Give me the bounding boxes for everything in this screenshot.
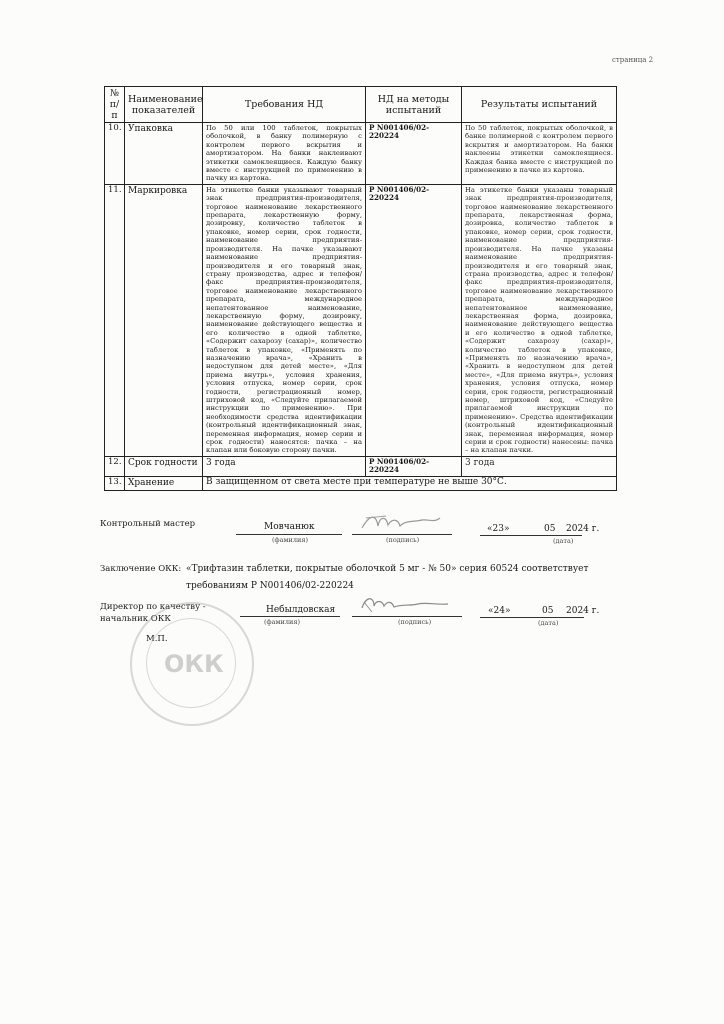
control-date-day: «23» <box>487 524 510 534</box>
row-name: Упаковка <box>125 123 203 185</box>
director-signature-line <box>352 616 462 617</box>
row-test-method: Р N001406/02-220224 <box>366 123 462 185</box>
row-test-method: Р N001406/02-220224 <box>366 456 462 476</box>
row-results: 3 года <box>462 456 617 476</box>
surname-line <box>236 534 342 535</box>
company-stamp <box>130 602 254 726</box>
stamp-text: ОКК <box>164 650 224 678</box>
director-signature <box>356 592 452 618</box>
control-date-month: 05 <box>544 524 556 534</box>
row-test-method: Р N001406/02-220224 <box>366 184 462 456</box>
date-line <box>480 535 582 536</box>
row-name: Хранение <box>125 476 203 490</box>
row-name: Срок годности <box>125 456 203 476</box>
conclusion-label: Заключение ОКК: <box>100 564 182 574</box>
header-name: Наименование показателей <box>125 87 203 123</box>
header-requirements: Требования НД <box>203 87 366 123</box>
header-results: Результаты испытаний <box>462 87 617 123</box>
conclusion-text: «Трифтазин таблетки, покрытые оболочкой 5 мг - № 50» серия 60524 соответствует <box>186 564 589 574</box>
header-test-methods: НД на методы испытаний <box>366 87 462 123</box>
director-date-month: 05 <box>542 606 554 616</box>
control-master-signature <box>356 510 442 536</box>
director-surname-caption: (фамилия) <box>264 618 300 626</box>
table-row <box>105 476 617 490</box>
director-date-line <box>480 617 584 618</box>
row-name: Маркировка <box>125 184 203 456</box>
table-row <box>105 123 617 185</box>
table-row <box>105 456 617 476</box>
control-date-year: 2024 г. <box>566 524 600 534</box>
storage-conditions: В защищенном от света месте при температуре не выше 30°С. <box>203 476 617 490</box>
director-date-day: «24» <box>488 606 511 616</box>
table-row <box>105 184 617 456</box>
row-num: 11. <box>105 184 125 456</box>
header-num: № п/п <box>105 87 125 123</box>
row-num: 12. <box>105 456 125 476</box>
director-signature-caption: (подпись) <box>398 618 432 626</box>
row-requirements: 3 года <box>203 456 366 476</box>
director-date-year: 2024 г. <box>566 606 600 616</box>
date-caption: (дата) <box>553 537 574 545</box>
stamp-place-label: М.П. <box>146 634 168 644</box>
page-number: страница 2 <box>612 56 654 64</box>
table-header-row <box>105 87 617 123</box>
row-requirements: На этикетке банки указывают товарный знак предприятия-производителя, торговое наименование лекарственного препарата, лекарственную форму, дозировку, количество таблеток в упаковке, номер серии, срок годности, наименование предприятия-производителя. На пачке указывают наименование предприятия-производителя и его товарный знак, страну производства, адрес и телефон/факс предприятия-производителя, торговое наименование лекарственного препарата, международное непатентованное наименование, лекарственную форму, дозировку, наименование действующего вещества и его количество в одной таблетке, «Содержит сахарозу (сахар)», количество таблеток в упаковке, «Применять по назначению врача», «Хранить в недоступном для детей месте», «Для приема внутрь», условия хранения, условия отпуска, номер серии, срок годности, регистрационный номер, штриховой код, «Следуйте прилагаемой инструкции по применению». При необходимости средства идентификации (контрольный идентификационный знак, переменная информация, номер серии и срок годности) наносятся: пачка – на клапан или боковую сторону пачки. <box>203 184 366 456</box>
signature-caption: (подпись) <box>386 536 420 544</box>
director-surname-line <box>240 616 340 617</box>
director-date-caption: (дата) <box>538 619 559 627</box>
test-results-table <box>104 86 617 491</box>
director-surname: Небылдовская <box>266 605 336 615</box>
control-master-surname: Мовчанюк <box>264 522 315 532</box>
control-master-label: Контрольный мастер <box>100 519 196 529</box>
row-requirements: По 50 или 100 таблеток, покрытых оболочкой, в банку полимерную с контролем первого вскрытия и амортизатором. На банки наклеивают этикетки самоклеящиеся. Каждую банку вместе с инструкцией по применению в пачку из картона. <box>203 123 366 185</box>
director-label-2: начальник ОКК <box>100 614 171 624</box>
director-label: Директор по качеству - <box>100 602 206 612</box>
row-results: На этикетке банки указаны товарный знак предприятия-производителя, торговое наименование лекарственного препарата, лекарственная форма, дозировка, количество таблеток в упаковке, номер серии, срок годности, наименование предприятия-производителя. На пачке указаны наименование предприятия-производителя и его товарный знак, страна производства, адрес и телефон/факс предприятия-производителя, торговое наименование лекарственного препарата, международное непатентованное наименование, лекарственная форма, дозировка, наименование действующего вещества и его количество в одной таблетке, «Содержит сахарозу (сахар)», количество таблеток в упаковке, «Применять по назначению врача», «Хранить в недоступном для детей месте», «Для приема внутрь», условия хранения, условия отпуска, номер серии, срок годности, регистрационный номер, штриховой код, «Следуйте прилагаемой инструкции по применению». Средства идентификации (контрольный идентификационный знак, переменная информация, номер серии и срок годности) нанесены: пачка – на клапан пачки. <box>462 184 617 456</box>
signature-line <box>352 534 452 535</box>
row-results: По 50 таблеток, покрытых оболочкой, в банке полимерной с контролем первого вскрытия и амортизатором. На банки наклеены этикетки самоклеящиеся. Каждая банка вместе с инструкцией по применению в пачке из картона. <box>462 123 617 185</box>
surname-caption: (фамилия) <box>272 536 308 544</box>
row-num: 13. <box>105 476 125 490</box>
conclusion-text-2: требованиям Р N001406/02-220224 <box>186 581 354 591</box>
row-num: 10. <box>105 123 125 185</box>
